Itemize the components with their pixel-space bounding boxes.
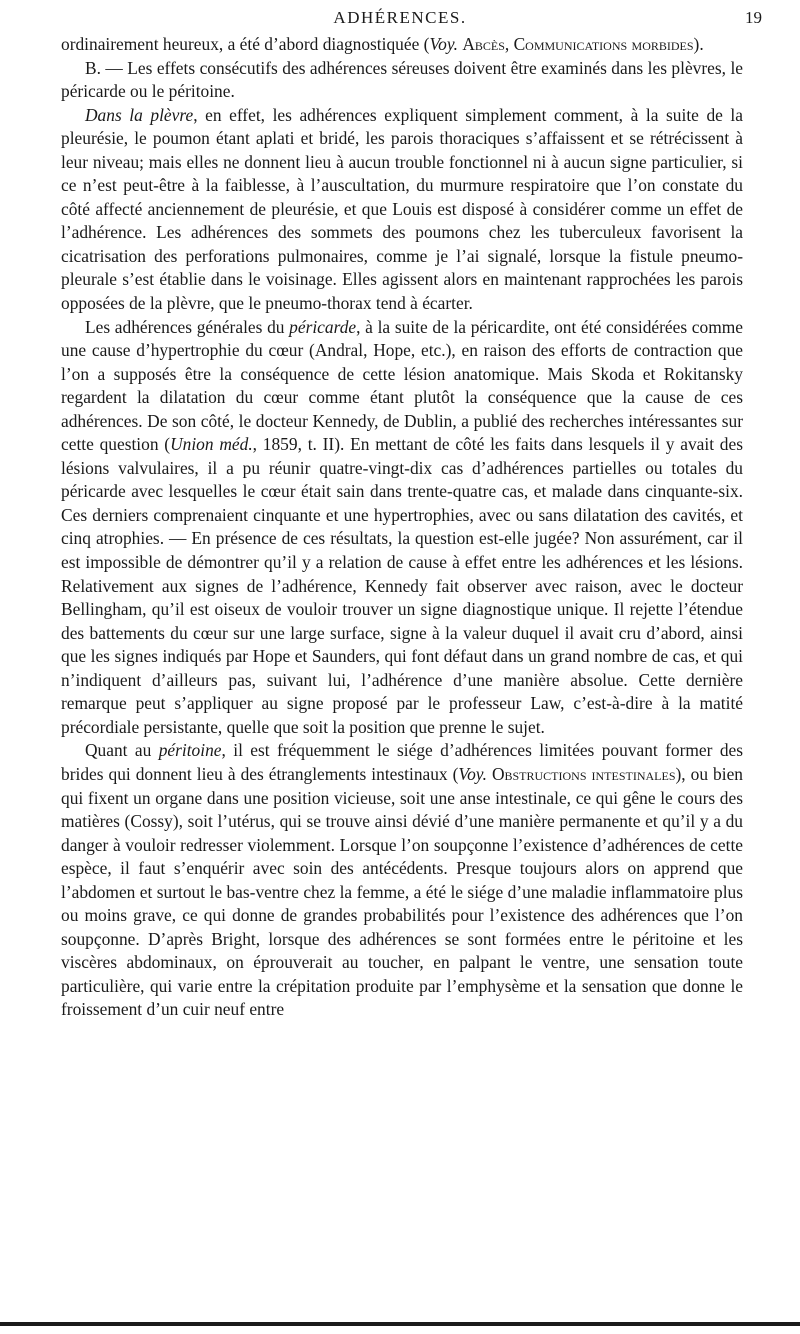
body-text	[61, 33, 743, 1022]
p5-text-b: ), ou bien qui fixent un organe dans une position vicieuse, soit une anse intestinale, ce qui gêne le cours des matières (Cossy), soit l’utérus, qui se trouve ainsi dévié d’une manière permanente et qu’il y a du danger à vouloir redresser violemment. Lorsque l’on soupçonne l’existence d’adhérences de cette espèce, il faut s’enquérir avec soin des antécédents. Presque toujours alors on apprend que l’abdomen et surtout le bas-ventre chez la femme, a été le siége d’une maladie inflammatoire plus ou moins grave, ce qui donne de grandes probabilités pour l’existence des adhérences que l’on soupçonne. D’après Bright, lorsque des adhérences se sont formées entre le péritoine et les viscères abdominaux, on éprouverait au toucher, en palpant le ventre, une sensation toute particulière, qui varie entre la crépitation produite par l’emphysème et la sensation que donne le froissement d’un cuir neuf entre	[61, 763, 743, 1020]
p5-text-a: , il est fréquemment le siége d’adhérences limitées pouvant former des brides qui donnent lieu à des étranglements intestinaux (	[61, 740, 743, 784]
running-head	[0, 0, 800, 28]
page-number: 19	[745, 8, 762, 27]
p3-lead: Dans la	[85, 104, 151, 125]
p1-voy: Voy.	[429, 34, 458, 54]
p2-text: B. — Les effets consécutifs des adhérences séreuses doivent être examinés dans les plèvres, le péricarde ou le péritoine.	[61, 57, 743, 102]
paragraph-peritoine	[61, 739, 743, 1022]
running-title: ADHÉRENCES.	[333, 8, 467, 27]
p4-journal: Union méd.	[170, 434, 253, 455]
p3-term-plevre: plèvre	[150, 104, 194, 125]
p5-lead: Quant au	[85, 740, 159, 761]
paragraph-continuation	[61, 33, 743, 57]
p5-voy: Voy.	[458, 763, 487, 784]
paragraph-pericarde	[61, 316, 743, 740]
p5-term-peritoine: péritoine	[158, 740, 222, 761]
p5-cross-reference: Obstructions intestinales	[491, 763, 676, 784]
p4-text-b: , 1859, t. II). En mettant de côté les faits dans lesquels il y avait des lésions valvulaires, il a pu réunir quatre-vingt-dix cas d’adhérences partielles ou totales du péricarde avec lesquelles le cœur était sain dans trente-quatre cas, et malade dans cinquante-six. Ces derniers comprenaient cinquante et une hypertrophies, avec ou sans dilatation des cavités, et cinq atrophies. — En présence de ces résultats, la question est-elle jugée? Non assurément, car il est impossible de démontrer qu’il y a relation de cause à effet entre les adhérences et les lésions. Relativement aux signes de l’adhérence, Kennedy fait observer avec raison, avec le docteur Bellingham, qu’il est oiseux de vouloir trouver un signe diagnostique unique. Il rejette l’étendue des battements du cœur sur une large surface, signe à la valeur duquel il avait cru d’abord, ainsi que les signes indiqués par Hope et Saunders, qui font défaut dans un grand nombre de cas, et qui n’indiquent d’ailleurs pas, suivant lui, l’adhérence d’une manière absolue. Cette dernière remarque peut s’appliquer au signe proposé par le professeur Law, c’est-à-dire à la matité précordiale persistante, quelle que soit la position que prenne le sujet.	[61, 434, 743, 737]
p1-cross-reference: Abcès, Communications morbides	[462, 34, 694, 54]
paragraph-plevre	[61, 104, 743, 316]
paragraph-section-b	[61, 57, 743, 104]
p4-text-a: , à la suite de la péricardite, ont été considérées comme une cause d’hypertrophie du cœur (Andral, Hope, etc.), en raison des efforts de contraction que l’on a supposés être la conséquence de cette lésion anatomique. Mais Skoda et Rokitansky regardent la dilatation du cœur comme étant plutôt la conséquence que la cause de ces adhérences. De son côté, le docteur Kennedy, de Dublin, a publié des recherches intéressantes sur cette question (	[61, 316, 743, 455]
p4-lead: Les adhérences générales du	[85, 316, 290, 337]
p1-text-b: ).	[693, 34, 704, 54]
p1-text-a: ordinairement heureux, a été d’abord diagnostiquée (	[61, 34, 430, 54]
p4-term-pericarde: péricarde	[289, 316, 357, 337]
bottom-rule	[0, 1322, 800, 1326]
p3-text: , en effet, les adhérences expliquent simplement comment, à la suite de la pleurésie, le poumon étant aplati et bridé, les parois thoraciques s’affaissent et se rétrécissent à leur niveau; mais elles ne donnent lieu à aucun trouble fonctionnel ni à aucun signe particulier, si ce n’est peut-être à la faiblesse, à l’auscultation, du murmure respiratoire que l’on constate du côté affecté anciennement de pleurésie, et que Louis est disposé à considérer comme un effet de l’adhérence. Les adhérences des sommets des poumons chez les tuberculeux favorisent la cicatrisation des perforations pulmonaires, comme je l’ai signalé, lorsque la fistule pneumo-pleurale s’est établie dans le voisinage. Elles agissent alors en maintenant rapprochées les parois opposées de la plèvre, que le pneumo-thorax tend à écarter.	[61, 104, 743, 314]
